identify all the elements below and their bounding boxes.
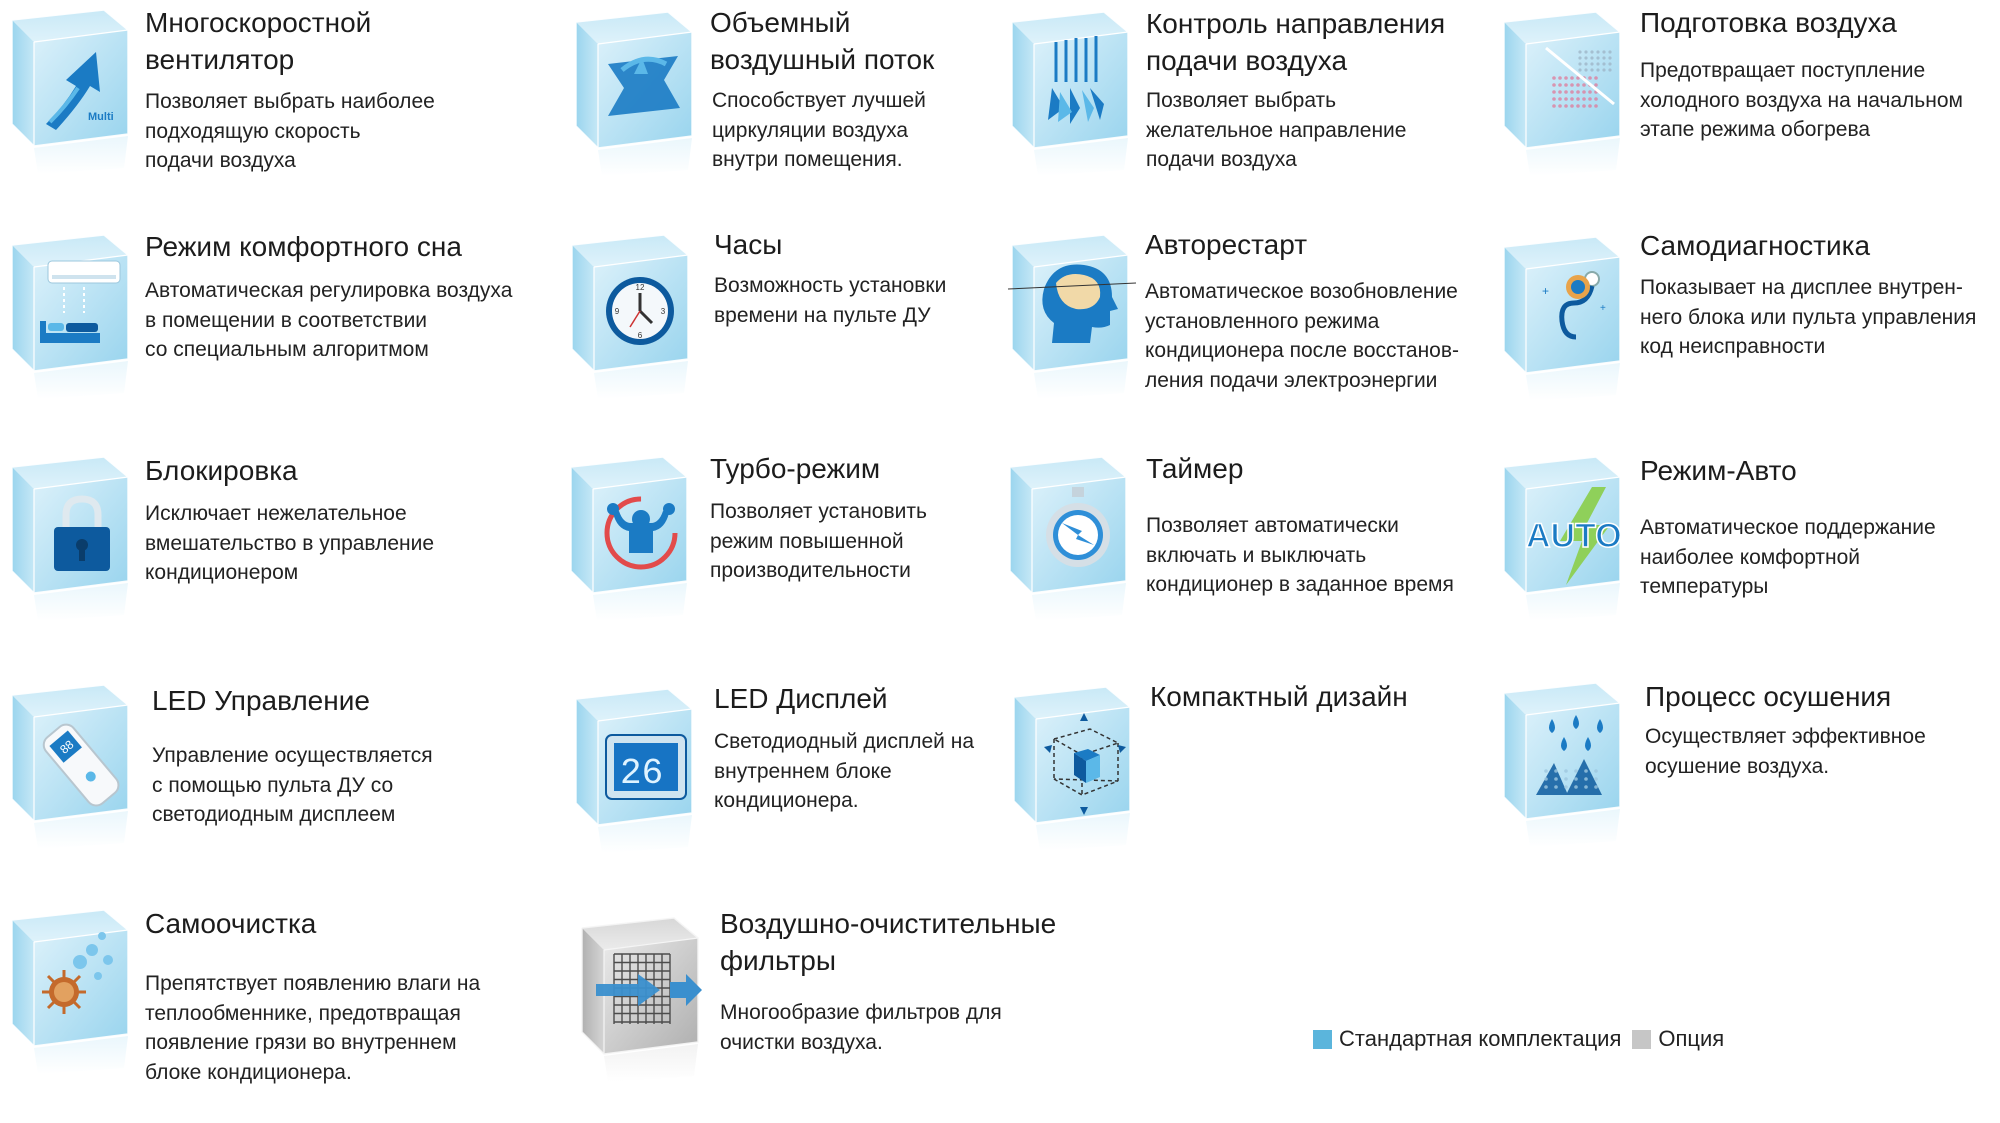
- feature-title-line: Авторестарт: [1145, 229, 1308, 260]
- feature-description-line: подачи воздуха: [1146, 148, 1297, 171]
- feature-title: [145, 905, 316, 942]
- feature-description-line: Автоматическое поддержание: [1640, 516, 1936, 539]
- airflow-volume-icon: [568, 8, 704, 180]
- feature-title-line: подачи воздуха: [1146, 45, 1348, 76]
- feature-title-line: Блокировка: [145, 455, 298, 486]
- feature-description-line: Позволяет выбрать: [1146, 89, 1337, 112]
- feature-title: [1146, 5, 1445, 79]
- feature-description-line: очистки воздуха.: [720, 1030, 883, 1054]
- feature-description-line: Многообразие фильтров для: [720, 1001, 1002, 1024]
- feature-title-line: Самодиагностика: [1640, 230, 1871, 261]
- feature-description: [1640, 273, 1976, 362]
- feature-title: [145, 452, 298, 489]
- feature-description-line: Управление осуществляется: [152, 744, 433, 767]
- feature-description: [152, 741, 433, 830]
- feature-description-line: включать и выключать: [1146, 543, 1367, 567]
- legend-standard-swatch: [1313, 1030, 1332, 1049]
- feature-description-line: циркуляции воздуха: [712, 118, 909, 142]
- air-filter-icon: [574, 914, 710, 1086]
- svg-text:Multi: Multi: [88, 111, 114, 123]
- feature-description-line: в помещении в соответствии: [145, 308, 428, 332]
- clock-icon: [564, 231, 700, 403]
- feature-description: [712, 86, 926, 175]
- feature-description-line: со специальным алгоритмом: [145, 338, 429, 361]
- feature-description-line: Автоматическая регулировка воздуха: [145, 279, 513, 302]
- feature-description-line: кондиционера.: [714, 789, 859, 812]
- feature-description-line: теплообменнике, предотвращая: [145, 1001, 461, 1025]
- feature-description-line: времени на пульте ДУ: [714, 303, 931, 327]
- stopwatch-icon: [1002, 453, 1138, 625]
- feature-title-line: Режим комфортного сна: [145, 231, 462, 262]
- remote-control-icon: [4, 681, 140, 853]
- feature-description-line: кондиционером: [145, 561, 299, 584]
- feature-description-line: производительности: [710, 559, 911, 582]
- sleep-bed-icon: [4, 231, 140, 403]
- feature-description-line: желательное направление: [1146, 118, 1407, 142]
- svg-text:26: 26: [620, 753, 664, 794]
- feature-description: [710, 497, 927, 586]
- feature-description-line: температуры: [1640, 575, 1769, 598]
- feature-description-line: появление грязи во внутреннем: [145, 1031, 457, 1054]
- feature-title: [1145, 226, 1307, 263]
- feature-title-line: Турбо-режим: [710, 453, 881, 484]
- feature-description-line: вмешательство в управление: [145, 531, 435, 555]
- feature-description-line: с помощью пульта ДУ со: [152, 773, 394, 797]
- legend-standard-label: Стандартная комплектация: [1339, 1026, 1622, 1051]
- feature-title: [710, 450, 880, 487]
- feature-description: [145, 87, 435, 176]
- feature-description-line: код неисправности: [1640, 335, 1826, 358]
- svg-text:+: +: [1542, 284, 1550, 298]
- feature-description-line: этапе режима обогрева: [1640, 118, 1871, 141]
- feature-description-line: режим повышенной: [710, 529, 904, 553]
- feature-description-line: Автоматическое возобновление: [1145, 280, 1458, 303]
- fan-multi-arrow-icon: [4, 6, 140, 178]
- feature-description: [1146, 86, 1406, 175]
- svg-text:+: +: [1600, 303, 1606, 314]
- turbo-strongman-icon: [563, 453, 699, 625]
- feature-description-line: кондиционера после восстанов-: [1145, 339, 1459, 362]
- feature-title: [1645, 678, 1891, 715]
- svg-text:6: 6: [637, 331, 643, 340]
- feature-description: [145, 276, 512, 365]
- feature-description: [145, 969, 480, 1087]
- feature-title-line: вентилятор: [145, 44, 295, 75]
- feature-description-line: Способствует лучшей: [712, 89, 926, 112]
- feature-description: [1145, 277, 1459, 395]
- feature-description-line: Предотвращает поступление: [1640, 59, 1926, 82]
- feature-title: [1640, 452, 1797, 489]
- svg-text:12: 12: [635, 283, 645, 292]
- legend: [1313, 1026, 1724, 1052]
- feature-title: [1146, 450, 1243, 487]
- feature-title-line: Воздушно-очистительные: [720, 908, 1057, 939]
- feature-description: [714, 727, 974, 816]
- feature-description-line: Позволяет выбрать наиболее: [145, 90, 435, 113]
- feature-title: [714, 226, 782, 263]
- feature-description-line: наиболее комфортной: [1640, 545, 1861, 569]
- feature-title-line: Объемный: [710, 7, 851, 38]
- feature-description-line: ления подачи электроэнергии: [1145, 368, 1438, 392]
- feature-title: [145, 4, 371, 78]
- svg-text:AUTO: AUTO: [1526, 517, 1622, 555]
- water-drops-icon: [1496, 679, 1632, 851]
- feature-description-line: кондиционер в заданное время: [1146, 573, 1454, 596]
- feature-description-line: Позволяет установить: [710, 500, 927, 523]
- compact-cube-icon: [1006, 683, 1142, 855]
- feature-description-line: Показывает на дисплее внутрен-: [1640, 276, 1963, 299]
- feature-title-line: Подготовка воздуха: [1640, 7, 1897, 38]
- feature-description-line: Позволяет автоматически: [1146, 514, 1399, 537]
- feature-description: [1146, 511, 1454, 600]
- feature-title: [145, 228, 462, 265]
- feature-title-line: Таймер: [1146, 453, 1244, 484]
- airflow-direction-icon: [1004, 8, 1140, 180]
- feature-description: [720, 998, 1002, 1057]
- feature-description-line: Светодиодный дисплей на: [714, 730, 975, 753]
- feature-description-line: Возможность установки: [714, 274, 947, 297]
- air-preparation-icon: [1496, 8, 1632, 180]
- feature-description: [145, 499, 434, 588]
- feature-title-line: Процесс осушения: [1645, 681, 1892, 712]
- head-brain-icon: [1004, 231, 1140, 403]
- feature-title: [1150, 678, 1408, 715]
- feature-title: [710, 4, 934, 78]
- auto-icon: [1496, 453, 1632, 625]
- feature-description-line: Препятствует появлению влаги на: [145, 972, 481, 995]
- feature-description-line: внутреннем блоке: [714, 759, 892, 783]
- svg-text:9: 9: [614, 307, 620, 316]
- feature-title: [720, 905, 1056, 979]
- feature-description: [714, 271, 946, 330]
- feature-description-line: него блока или пульта управления: [1640, 305, 1977, 329]
- feature-title-line: Режим-Авто: [1640, 455, 1797, 486]
- feature-title-line: фильтры: [720, 945, 836, 976]
- feature-title-line: Контроль направления: [1146, 8, 1446, 39]
- self-clean-virus-icon: [4, 906, 140, 1078]
- padlock-icon: [4, 453, 140, 625]
- feature-description-line: Исключает нежелательное: [145, 502, 407, 525]
- svg-text:88: 88: [57, 737, 77, 757]
- feature-description-line: Осуществляет эффективное: [1645, 725, 1926, 748]
- feature-title-line: LED Дисплей: [714, 683, 888, 714]
- feature-title: [714, 680, 888, 717]
- feature-description-line: установленного режима: [1145, 309, 1380, 333]
- feature-description-line: блоке кондиционера.: [145, 1060, 352, 1084]
- feature-title-line: Самоочистка: [145, 908, 317, 939]
- feature-title: [1640, 4, 1897, 41]
- feature-description-line: холодного воздуха на начальном: [1640, 88, 1963, 112]
- feature-description-line: светодиодным дисплеем: [152, 803, 396, 826]
- feature-description: [1640, 56, 1963, 145]
- feature-description-line: осушение воздуха.: [1645, 754, 1830, 778]
- feature-title: [1640, 227, 1870, 264]
- svg-text:3: 3: [660, 307, 666, 316]
- feature-description: [1645, 722, 1926, 781]
- feature-title: [152, 682, 370, 719]
- stethoscope-icon: [1496, 233, 1632, 405]
- feature-title-line: Компактный дизайн: [1150, 681, 1408, 712]
- feature-description: [1640, 513, 1936, 602]
- legend-option-swatch: [1632, 1030, 1651, 1049]
- led-display-icon: [568, 685, 704, 857]
- feature-title-line: LED Управление: [152, 685, 370, 716]
- legend-option-label: Опция: [1658, 1026, 1725, 1051]
- feature-description-line: внутри помещения.: [712, 148, 903, 171]
- feature-description-line: подходящую скорость: [145, 119, 361, 143]
- feature-title-line: Часы: [714, 229, 783, 260]
- feature-title-line: воздушный поток: [710, 44, 935, 75]
- feature-description-line: подачи воздуха: [145, 149, 296, 172]
- feature-title-line: Многоскоростной: [145, 7, 372, 38]
